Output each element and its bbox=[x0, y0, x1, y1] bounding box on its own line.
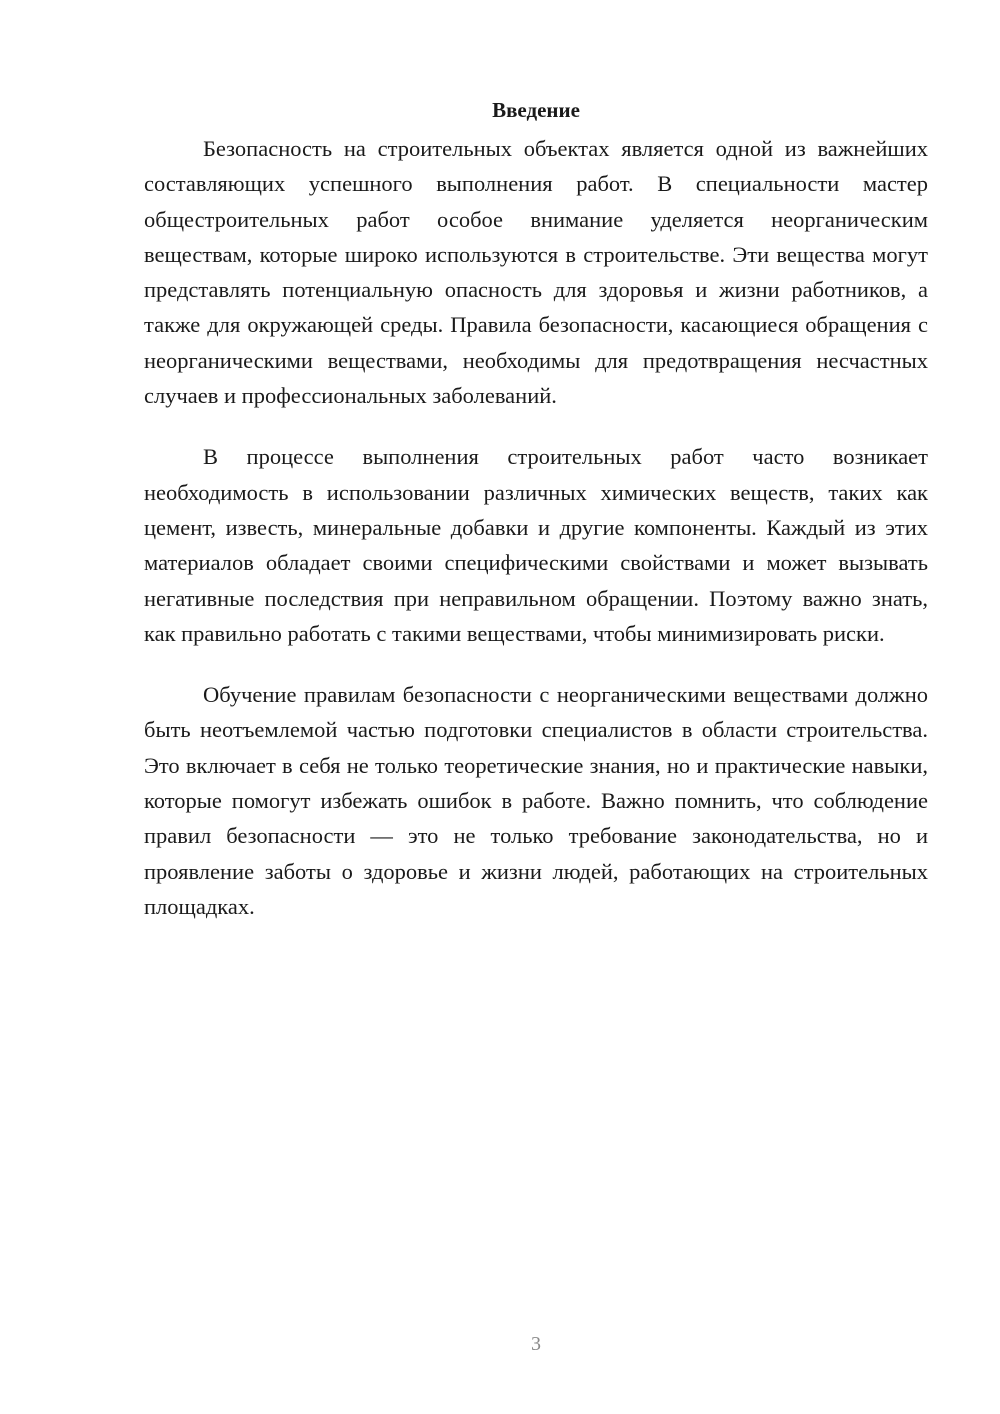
page-number: 3 bbox=[531, 1333, 541, 1355]
paragraph-2: В процессе выполнения строительных работ часто возникает необходимость в использовании различных химических веществ, таких как цемент, известь, минеральные добавки и другие компоненты. Каждый из этих материалов обладает своими специфическими свойствами и может вызывать негативные последствия при неправильном обращении. Поэтому важно знать, как правильно работать с такими веществами, чтобы минимизировать риски. bbox=[144, 444, 928, 646]
section-heading: Введение bbox=[492, 98, 580, 122]
paragraph-3: Обучение правилам безопасности с неорганическими веществами должно быть неотъемлемой частью подготовки специалистов в области строительства. Это включает в себя не только теоретические знания, но и практические навыки, которые помогут избежать ошибок в работе. Важно помнить, что соблюдение правил безопасности — это не только требование законодательства, но и проявление заботы о здоровье и жизни людей, работающих на строительных площадках. bbox=[144, 682, 928, 919]
page-content bbox=[144, 92, 928, 950]
paragraph-1: Безопасность на строительных объектах является одной из важнейших составляющих успешного выполнения работ. В специальности мастер общестроительных работ особое внимание уделяется неорганическим веществам, которые широко используются в строительстве. Эти вещества могут представлять потенциальную опасность для здоровья и жизни работников, а также для окружающей среды. Правила безопасности, касающиеся обращения с неорганическими веществами, необходимы для предотвращения несчастных случаев и профессиональных заболеваний. bbox=[144, 136, 928, 409]
